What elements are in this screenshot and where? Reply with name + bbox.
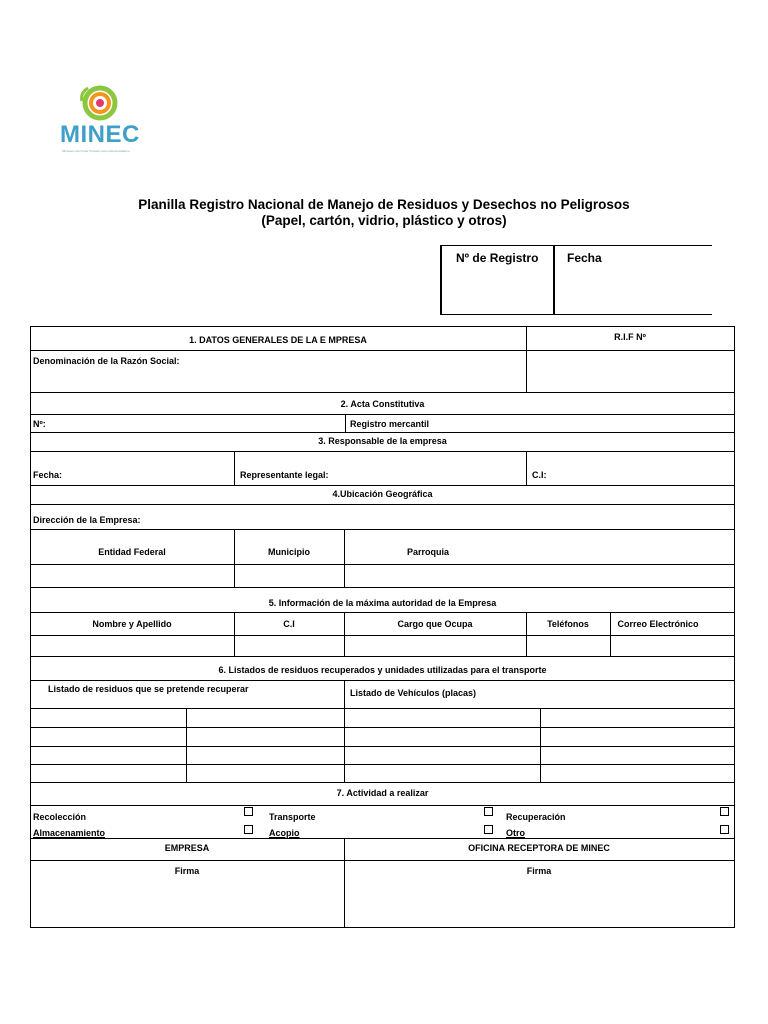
- rif-field[interactable]: [527, 351, 733, 391]
- telefonos-label: Teléfonos: [547, 619, 589, 629]
- registro-mercantil-label: Registro mercantil: [350, 419, 430, 429]
- title-line-2: (Papel, cartón, vidrio, plástico y otros): [261, 213, 507, 228]
- s2-header: 2. Acta Constitutiva: [340, 399, 425, 409]
- almacenamiento-label: Almacenamiento: [33, 828, 106, 838]
- registro-box: [440, 245, 712, 315]
- recoleccion-label: Recolección: [33, 812, 87, 822]
- recuperacion-checkbox[interactable]: [720, 807, 729, 816]
- rif-label: R.I.F Nº: [614, 332, 646, 342]
- page-title: [0, 197, 768, 229]
- nombre-apellido-label: Nombre y Apellido: [92, 619, 172, 629]
- parroquia-label: Parroquia: [407, 547, 450, 557]
- residuos-label: Listado de residuos que se pretende recuperar: [48, 684, 249, 694]
- fecha-label: Fecha: [567, 251, 602, 265]
- acopio-checkbox[interactable]: [484, 825, 493, 834]
- firma-empresa-label: Firma: [174, 866, 200, 876]
- municipio-label: Municipio: [268, 547, 310, 557]
- otro-checkbox[interactable]: [720, 825, 729, 834]
- representante-legal-label: Representante legal:: [240, 470, 329, 480]
- direccion-label: Dirección de la Empresa:: [33, 515, 141, 525]
- recuperacion-label: Recuperación: [506, 812, 566, 822]
- razon-social-field[interactable]: [31, 368, 525, 391]
- minec-logo: [58, 85, 148, 155]
- acta-numero-label: Nº:: [33, 419, 46, 429]
- empresa-header: EMPRESA: [164, 843, 210, 853]
- s1-header: 1. DATOS GENERALES DE LA E MPRESA: [189, 335, 367, 345]
- transporte-checkbox[interactable]: [484, 807, 493, 816]
- title-line-1: Planilla Registro Nacional de Manejo de Residuos y Desechos no Peligrosos: [138, 197, 630, 212]
- cargo-label: Cargo que Ocupa: [397, 619, 473, 629]
- firma-oficina-label: Firma: [526, 866, 552, 876]
- s6-header: 6. Listados de residuos recuperados y unidades utilizadas para el transporte: [218, 665, 547, 675]
- transporte-label: Transporte: [269, 812, 316, 822]
- fecha-responsable-label: Fecha:: [33, 470, 63, 480]
- s7-header: 7. Actividad a realizar: [336, 788, 429, 798]
- spiral-logo-icon: [80, 85, 120, 121]
- s5-header: 5. Información de la máxima autoridad de la Empresa: [268, 598, 497, 608]
- razon-social-label: Denominación de la Razón Social:: [33, 356, 180, 366]
- ci-responsable-label: C.I:: [532, 470, 547, 480]
- correo-label: Correo Electrónico: [617, 619, 699, 629]
- s3-header: 3. Responsable de la empresa: [318, 436, 447, 446]
- otro-label: Otro: [506, 828, 525, 838]
- acopio-label: Acopio: [269, 828, 300, 838]
- oficina-header: OFICINA RECEPTORA DE MINEC: [468, 843, 610, 853]
- logo-tagline: Ministerio del Poder Popular para el Ecosocialismo: [62, 149, 130, 153]
- numero-registro-label: Nº de Registro: [456, 251, 539, 265]
- almacenamiento-checkbox[interactable]: [244, 825, 253, 834]
- recoleccion-checkbox[interactable]: [244, 807, 253, 816]
- vehiculos-label: Listado de Vehículos (placas): [350, 688, 477, 698]
- ci-autoridad-label: C.I: [283, 619, 295, 629]
- logo-text: MINEC: [60, 121, 140, 148]
- s4-header: 4.Ubicación Geográfica: [332, 489, 433, 499]
- entidad-federal-label: Entidad Federal: [98, 547, 166, 557]
